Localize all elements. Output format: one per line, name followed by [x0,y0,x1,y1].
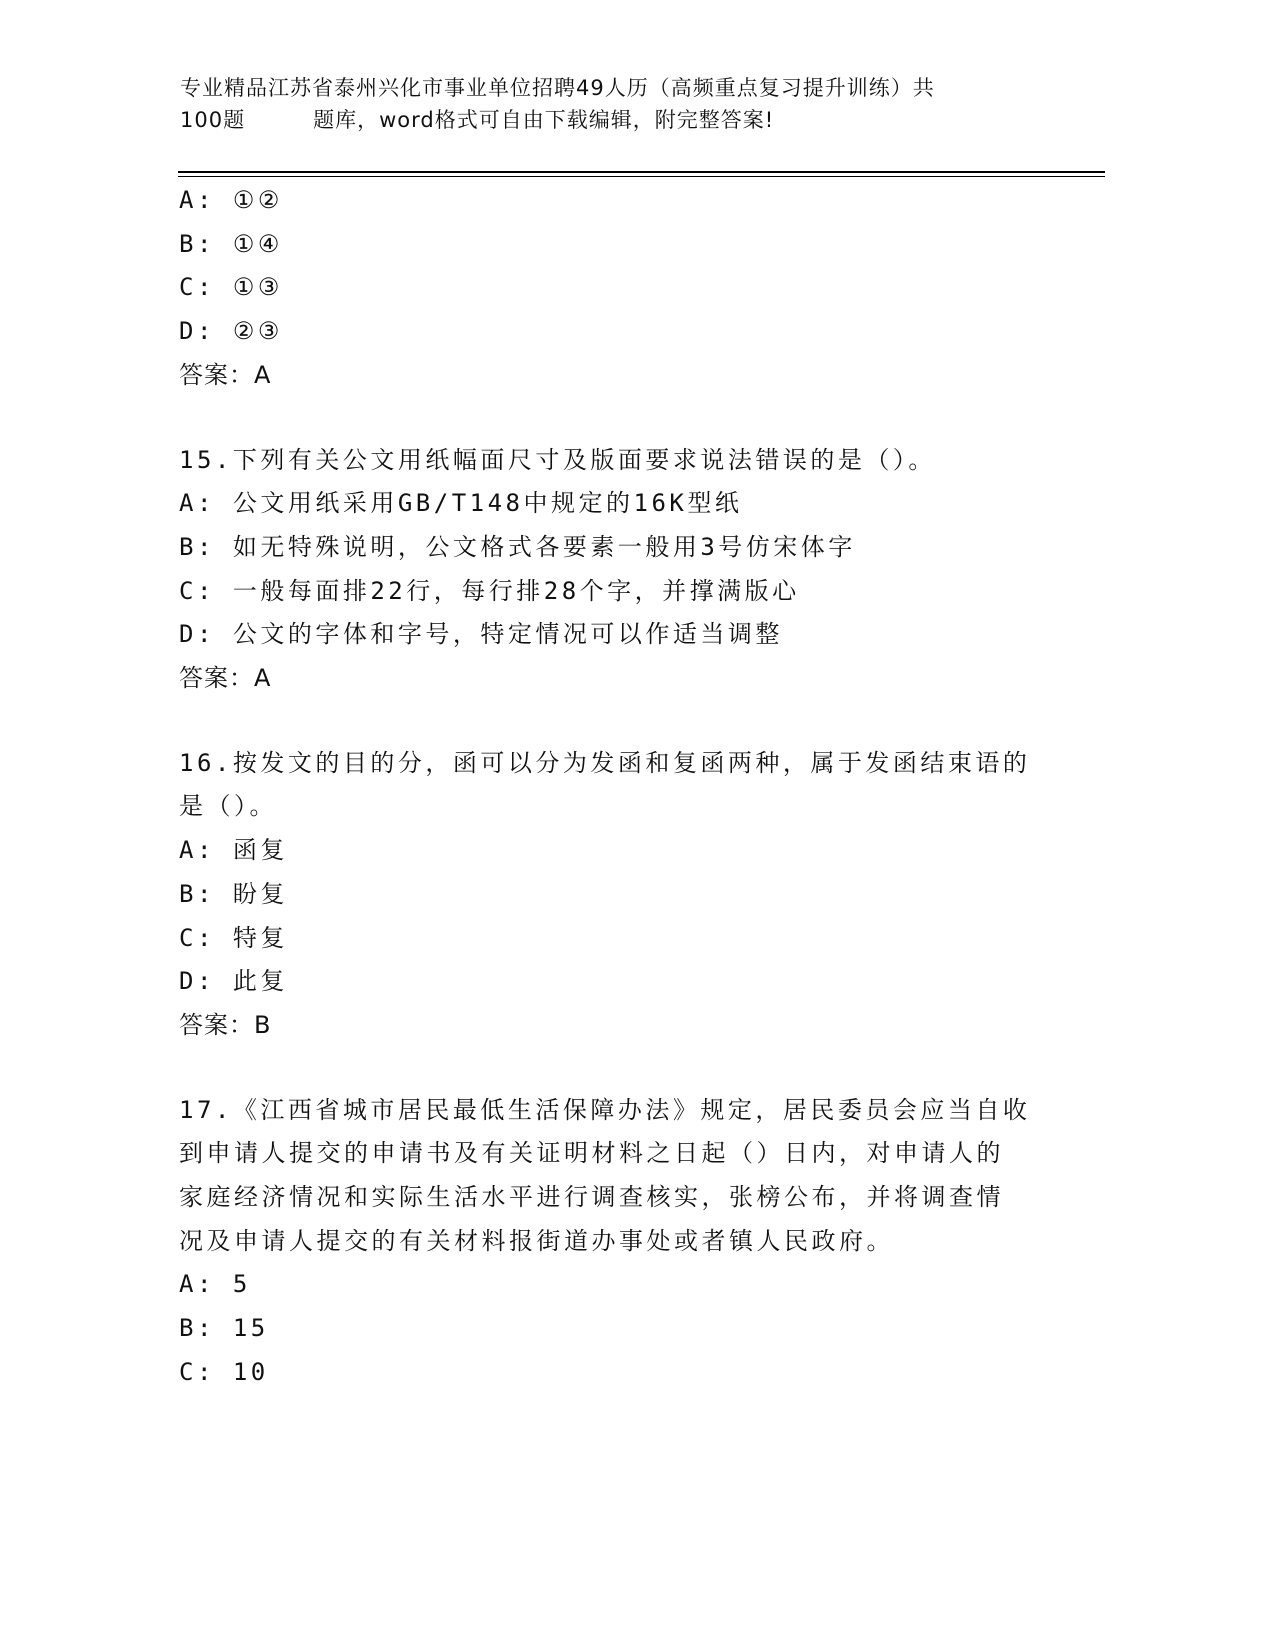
option: B: 15 [179,1314,269,1343]
header-desc: 题库，word格式可自由下载编辑，附完整答案! [313,108,775,132]
option: C: ①③ [179,273,283,302]
question-15 [179,439,1079,701]
answer: 答案：A [179,664,272,693]
option: C: 10 [179,1357,269,1386]
option: C: 特复 [179,923,288,952]
header-rule-thin [178,176,1105,177]
question-16 [179,742,1079,1048]
header-rule-thick [178,171,1105,173]
option: A: 公文用纸采用GB/T148中规定的16K型纸 [179,489,743,518]
option: B: 如无特殊说明，公文格式各要素一般用3号仿宋体字 [179,532,856,561]
option: D: 公文的字体和字号，特定情况可以作适当调整 [179,620,783,649]
question-text: 是（）。 [179,792,277,821]
option: A: 函复 [179,836,288,865]
option: A: 5 [179,1270,251,1299]
option: B: 盼复 [179,879,288,908]
question-text: 16.按发文的目的分，函可以分为发函和复函两种，属于发函结束语的 [179,748,1031,777]
question-text: 15.下列有关公文用纸幅面尺寸及版面要求说法错误的是（）。 [179,445,936,474]
option: D: ②③ [179,317,283,346]
document-body [179,179,1079,1395]
option: A: ①② [179,186,283,214]
question-text: 17.《江西省城市居民最低生活保障办法》规定，居民委员会应当自收 [179,1095,1031,1124]
header-count: 100题 [180,108,246,132]
option: B: ①④ [179,229,283,258]
question-17 [179,1089,1079,1395]
option: C: 一般每面排22行，每行排28个字，并撑满版心 [179,576,800,605]
question-text: 家庭经济情况和实际生活水平进行调查核实，张榜公布，并将调查情 [179,1183,1004,1212]
document-header [180,72,1080,136]
answer: 答案：B [179,1010,272,1039]
question-text: 到申请人提交的申请书及有关证明材料之日起（）日内，对申请人的 [179,1139,1004,1168]
question-text: 况及申请人提交的有关材料报街道办事处或者镇人民政府。 [179,1226,894,1255]
header-line-2 [180,104,1080,136]
option: D: 此复 [179,967,288,996]
answer: 答案：A [179,360,272,389]
prev-question [179,179,1079,398]
header-line-1: 专业精品江苏省泰州兴化市事业单位招聘49人历（高频重点复习提升训练）共 [180,76,935,100]
